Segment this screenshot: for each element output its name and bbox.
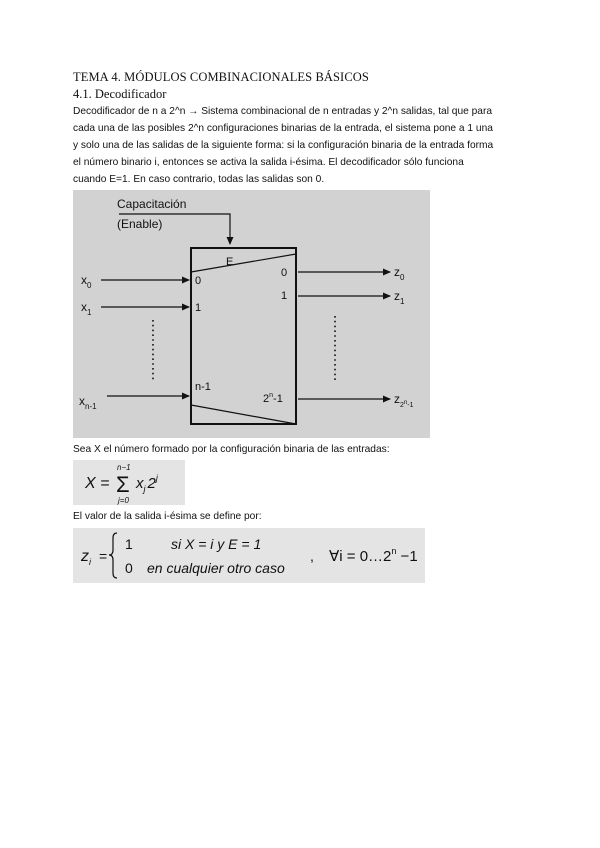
formula-z	[73, 528, 425, 583]
formula-x	[73, 460, 185, 505]
sum-lower-limit: j=0	[118, 496, 129, 505]
case2-value: 0	[125, 560, 133, 576]
enable-sub-label: (Enable)	[117, 217, 163, 231]
enable-label: Capacitación	[117, 197, 187, 211]
input-xn-label: $x_{n-1}$	[79, 394, 97, 411]
formula-z-equals: =	[99, 548, 108, 564]
output-pin-1: 1	[281, 290, 288, 302]
caption-z-definition: El valor de la salida i-ésima se define por:	[73, 511, 262, 522]
case1-condition: si X = i y E = 1	[171, 536, 262, 552]
formula-z-comma: ,	[310, 548, 314, 564]
paragraph-line: Decodificador de n a 2^n → Sistema combinacional de n entradas y 2^n salidas, tal que para	[73, 106, 493, 117]
output-pin-n: 2$^n$-1	[263, 392, 283, 405]
input-pin-1: 1	[195, 302, 202, 314]
section-heading: 4.1. Decodificador	[73, 87, 167, 101]
page-title: TEMA 4. MÓDULOS COMBINACIONALES BÁSICOS	[73, 70, 369, 84]
paragraph-line: cada una de las posibles 2^n configuraciones binarias de la entrada, el sistema pone a 1 una	[73, 123, 493, 134]
formula-z-lhs: $z_i$	[81, 548, 91, 567]
input-pin-0: 0	[195, 275, 202, 287]
formula-x-svg	[73, 460, 185, 505]
sum-symbol: Σ	[116, 472, 130, 497]
case1-value: 1	[125, 536, 133, 552]
output-z0-label: $z_0$	[394, 265, 405, 282]
output-pin-0: 0	[281, 267, 288, 279]
output-z1-label: $z_1$	[394, 289, 405, 306]
description-paragraph	[73, 103, 528, 188]
paragraph-line: y solo una de las salidas de la siguiente forma: si la configuración binaria de la entrada forma	[73, 140, 494, 151]
bottom-diagonal	[191, 405, 296, 424]
paragraph-line: el número binario i, entonces se activa la salida i-ésima. El decodificador sólo funciona	[73, 157, 464, 168]
formula-x-term: $x_j$ 2$^j$	[136, 473, 158, 494]
enable-pin-label: E	[226, 256, 234, 268]
input-x1-label: $x_1$	[81, 300, 92, 317]
decoder-diagram-svg	[73, 190, 430, 438]
case2-condition: en cualquier otro caso	[147, 560, 285, 576]
formula-z-svg	[73, 528, 425, 583]
input-pin-n: n-1	[195, 381, 211, 393]
decoder-diagram	[73, 190, 430, 438]
paragraph-line: cuando E=1. En caso contrario, todas las salidas son 0.	[73, 174, 325, 185]
output-zn-label: $z_2^n_{-1}$	[394, 392, 414, 409]
caption-x-definition: Sea X el número formado por la configuración binaria de las entradas:	[73, 444, 390, 455]
formula-z-range: ∀i = $0\dots 2^n -1$	[329, 546, 418, 565]
input-x0-label: $x_0$	[81, 273, 92, 290]
formula-x-lhs: X =	[85, 475, 110, 492]
cases-brace	[109, 533, 117, 578]
sum-upper-limit: n−1	[117, 463, 131, 472]
